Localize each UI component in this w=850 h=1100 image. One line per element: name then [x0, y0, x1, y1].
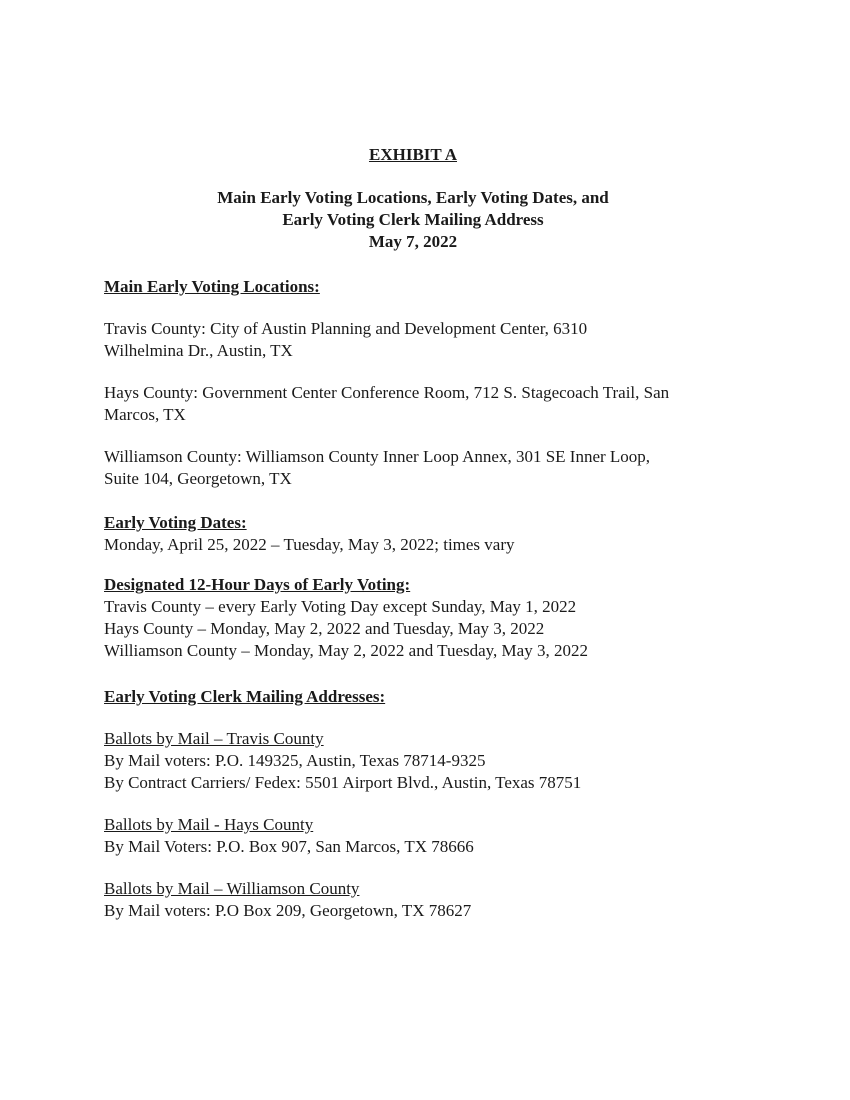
clerk-travis-line-1: By Mail voters: P.O. 149325, Austin, Texas 78714-9325 [104, 751, 486, 770]
clerk-travis-line-2: By Contract Carriers/ Fedex: 5501 Airport Blvd., Austin, Texas 78751 [104, 773, 582, 792]
clerk-hays-title: Ballots by Mail - Hays County [104, 815, 314, 834]
clerk-hays-line-1: By Mail Voters: P.O. Box 907, San Marcos, TX 78666 [104, 837, 474, 856]
hays-location-line-2: Marcos, TX [104, 405, 186, 424]
clerk-travis-title: Ballots by Mail – Travis County [104, 729, 324, 748]
twelve-hour-section [104, 574, 764, 662]
travis-location [104, 318, 764, 362]
travis-location-line-2: Wilhelmina Dr., Austin, TX [104, 341, 293, 360]
clerk-travis [104, 728, 764, 794]
locations-header: Main Early Voting Locations: [104, 277, 320, 296]
document-heading [0, 187, 826, 253]
williamson-location-line-2: Suite 104, Georgetown, TX [104, 469, 292, 488]
clerk-hays [104, 814, 764, 858]
clerk-williamson-line-1: By Mail voters: P.O Box 209, Georgetown, TX 78627 [104, 901, 472, 920]
dates-section [104, 512, 764, 556]
twelve-hour-hays: Hays County – Monday, May 2, 2022 and Tuesday, May 3, 2022 [104, 619, 545, 638]
twelve-hour-travis: Travis County – every Early Voting Day except Sunday, May 1, 2022 [104, 597, 577, 616]
travis-location-line-1: Travis County: City of Austin Planning and Development Center, 6310 [104, 319, 588, 338]
williamson-location [104, 446, 764, 490]
williamson-location-line-1: Williamson County: Williamson County Inner Loop Annex, 301 SE Inner Loop, [104, 447, 651, 466]
hays-location-line-1: Hays County: Government Center Conference Room, 712 S. Stagecoach Trail, San [104, 383, 670, 402]
hays-location [104, 382, 764, 426]
document-body [104, 276, 764, 922]
heading-line-2: Early Voting Clerk Mailing Address [282, 210, 544, 229]
exhibit-title: EXHIBIT A [368, 145, 458, 164]
twelve-hour-header: Designated 12-Hour Days of Early Voting: [104, 575, 411, 594]
clerk-williamson-title: Ballots by Mail – Williamson County [104, 879, 360, 898]
dates-line: Monday, April 25, 2022 – Tuesday, May 3, 2022; times vary [104, 535, 515, 554]
twelve-hour-williamson: Williamson County – Monday, May 2, 2022 and Tuesday, May 3, 2022 [104, 641, 588, 660]
clerk-williamson [104, 878, 764, 922]
heading-date: May 7, 2022 [368, 232, 458, 251]
heading-line-1: Main Early Voting Locations, Early Voting Dates, and [217, 188, 609, 207]
clerk-header: Early Voting Clerk Mailing Addresses: [104, 687, 386, 706]
dates-header: Early Voting Dates: [104, 513, 247, 532]
